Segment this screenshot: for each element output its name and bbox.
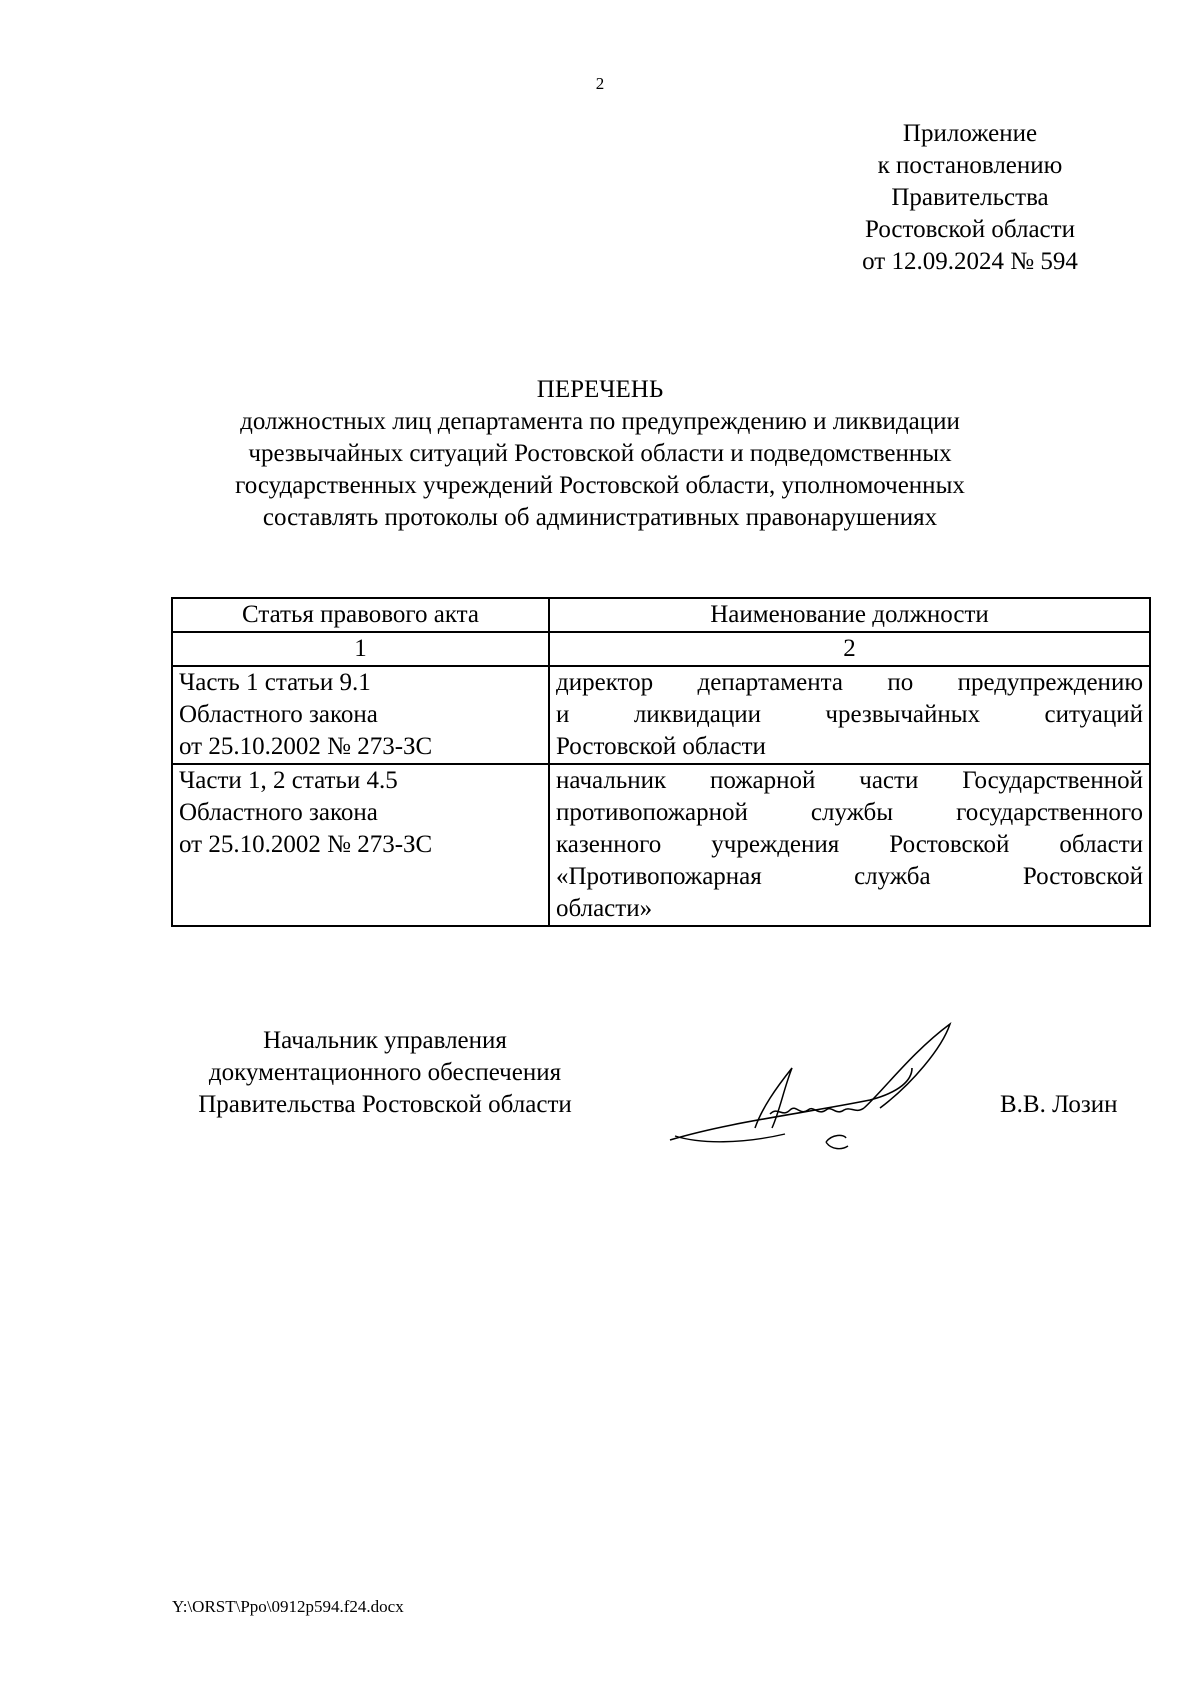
appendix-block bbox=[820, 118, 1120, 278]
title-heading: ПЕРЕЧЕНЬ bbox=[536, 376, 664, 403]
title-line: составлять протоколы об административных правонарушениях bbox=[262, 504, 938, 531]
header-position: Наименование должности bbox=[549, 598, 1150, 632]
position-cell: начальник пожарной части Государственной противопожарной службы государственного казенного учреждения Ростовской области «Противопожарная служба Ростовской области» bbox=[549, 764, 1150, 926]
title-line: государственных учреждений Ростовской области, уполномоченных bbox=[235, 472, 965, 499]
appendix-line: от 12.09.2024 № 594 bbox=[862, 248, 1078, 275]
page-number: 2 bbox=[595, 74, 605, 93]
table-row bbox=[172, 666, 1150, 764]
file-path: Y:\ORST\Ppo\0912p594.f24.docx bbox=[172, 1597, 404, 1616]
appendix-line: Приложение bbox=[902, 120, 1038, 147]
title-line: чрезвычайных ситуаций Ростовской области и подведомственных bbox=[248, 440, 952, 467]
appendix-line: Ростовской области bbox=[865, 216, 1075, 243]
position-cell: директор департамента по предупреждению и ликвидации чрезвычайных ситуаций Ростовской области bbox=[549, 666, 1150, 764]
appendix-line: к постановлению bbox=[877, 152, 1063, 179]
signatory-title: Начальник управления документационного обеспечения Правительства Ростовской области bbox=[198, 1027, 572, 1118]
handwritten-signature bbox=[650, 1010, 990, 1170]
column-number: 2 bbox=[549, 632, 1150, 666]
title-line: должностных лиц департамента по предупреждению и ликвидации bbox=[240, 408, 960, 435]
table-row bbox=[172, 764, 1150, 926]
table-number-row bbox=[172, 632, 1150, 666]
table-header-row bbox=[172, 598, 1150, 632]
article-cell: Части 1, 2 статьи 4.5 Областного закона от 25.10.2002 № 273-ЗС bbox=[172, 764, 549, 926]
article-cell: Часть 1 статьи 9.1 Областного закона от 25.10.2002 № 273-ЗС bbox=[172, 666, 549, 764]
appendix-line: Правительства bbox=[891, 184, 1049, 211]
officials-table bbox=[171, 597, 1151, 927]
signatory-name: В.В. Лозин bbox=[1000, 1091, 1118, 1118]
column-number: 1 bbox=[172, 632, 549, 666]
document-title bbox=[150, 374, 1050, 534]
header-article: Статья правового акта bbox=[172, 598, 549, 632]
